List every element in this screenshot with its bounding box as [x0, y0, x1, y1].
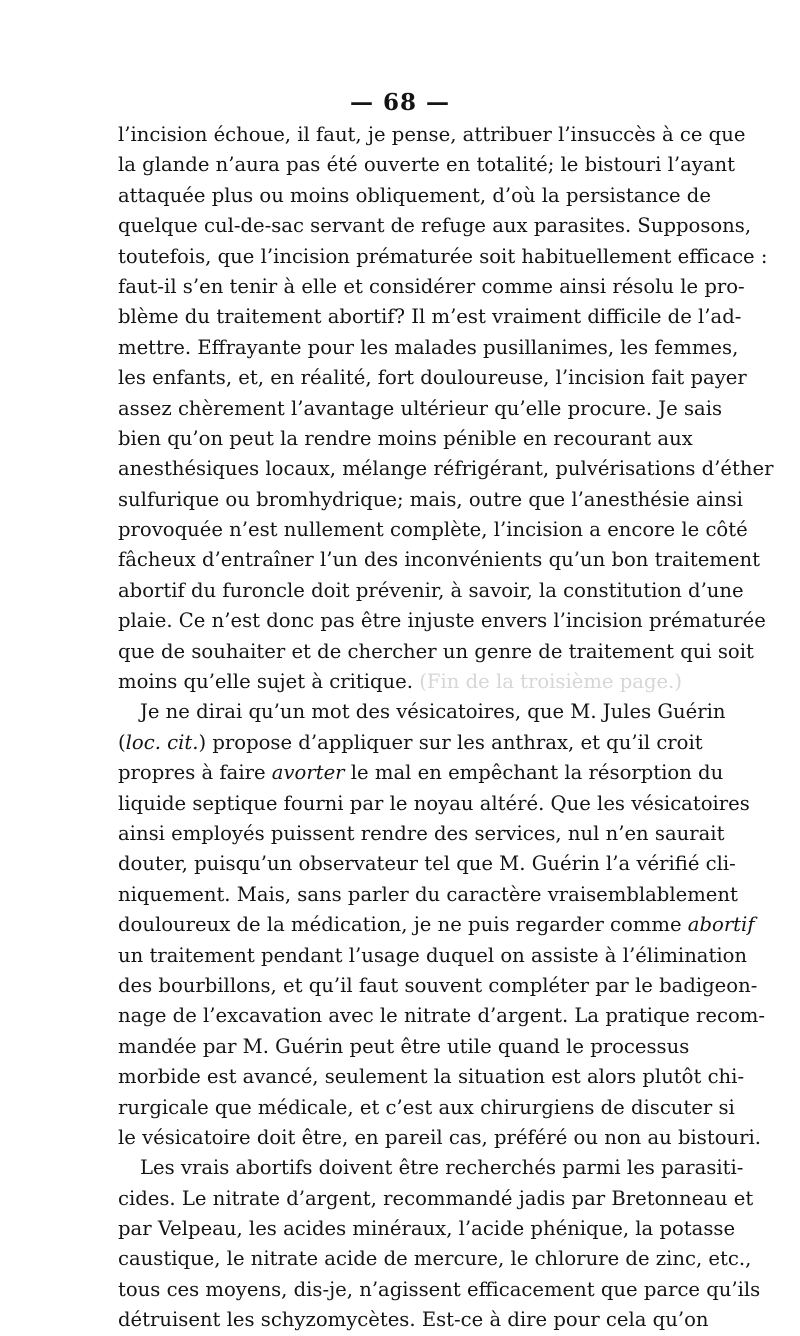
line-text: ) propose d’appliquer sur les anthrax, et qu’il croit: [198, 730, 703, 754]
text-line: [118, 758, 724, 788]
line-text: provoquée n’est nullement complète, l’incision a encore le côté: [118, 518, 748, 542]
text-line: [118, 880, 738, 910]
line-text: la glande n’aura pas été ouverte en totalité; le bistouri l’ayant: [118, 153, 736, 177]
line-text: un traitement pendant l’usage duquel on assiste à l’élimination: [118, 943, 748, 967]
line-text: cides. Le nitrate d’argent, recommandé jadis par Bretonneau et: [118, 1186, 754, 1210]
text-line: [118, 211, 752, 241]
text-line: [118, 1305, 709, 1335]
italic-text: avorter: [271, 761, 345, 785]
line-text: le mal en empêchant la résorption du: [344, 761, 724, 785]
line-text: liquide septique fourni par le noyau altéré. Que les vésicatoires: [118, 791, 750, 815]
text-line: [118, 181, 711, 211]
line-text: attaquée plus ou moins obliquement, d’où la persistance de: [118, 183, 711, 207]
line-text: bien qu’on peut la rendre moins pénible en recourant aux: [118, 426, 693, 450]
line-text: plaie. Ce n’est donc pas être injuste envers l’incision prématurée: [118, 609, 766, 633]
line-text: tous ces moyens, dis-je, n’agissent efficacement que parce qu’ils: [118, 1277, 761, 1301]
text-line: [118, 394, 723, 424]
text-line: [118, 849, 736, 879]
text-line: [118, 1214, 736, 1244]
italic-text: loc. cit.: [125, 730, 199, 754]
line-text: (: [118, 730, 126, 754]
text-line: [118, 150, 736, 180]
line-text: niquement. Mais, sans parler du caractère vraisemblablement: [118, 882, 738, 906]
text-line: [118, 819, 725, 849]
line-text: les enfants, et, en réalité, fort douloureuse, l’incision fait payer: [118, 366, 747, 390]
text-line: [118, 485, 743, 515]
text-line: [118, 1001, 765, 1031]
text-line: [118, 971, 758, 1001]
text-line: [118, 272, 745, 302]
text-line: [118, 1153, 744, 1183]
line-text: nage de l’excavation avec le nitrate d’argent. La pratique recom-: [118, 1004, 765, 1028]
text-line: [118, 697, 726, 727]
text-line: [118, 545, 760, 575]
line-text: moins qu’elle sujet à critique.: [118, 670, 413, 694]
page-number: — 68 —: [349, 89, 451, 116]
line-text: caustique, le nitrate acide de mercure, le chlorure de zinc, etc.,: [118, 1247, 752, 1271]
text-line: [118, 1062, 745, 1092]
text-line: [118, 333, 739, 363]
line-text: fâcheux d’entraîner l’un des inconvénients qu’un bon traitement: [118, 548, 760, 572]
text-line: [118, 302, 742, 332]
line-text: Les vrais abortifs doivent être recherchés parmi les parasiti-: [140, 1156, 744, 1180]
text-line: [118, 606, 766, 636]
line-text: mandée par M. Guérin peut être utile quand le processus: [118, 1034, 690, 1058]
line-text: douter, puisqu’un observateur tel que M. Guérin l’a vérifié cli-: [118, 852, 736, 876]
text-line: [118, 1184, 754, 1214]
line-text: blème du traitement abortif? Il m’est vraiment difficile de l’ad-: [118, 305, 742, 329]
text-line: [118, 1032, 690, 1062]
line-text: le vésicatoire doit être, en pareil cas, préféré ou non au bistouri.: [118, 1125, 762, 1149]
italic-text: abortif: [687, 913, 755, 937]
line-text: douloureux de la médication, je ne puis regarder comme: [118, 913, 688, 937]
text-line: [118, 515, 748, 545]
line-text: détruisent les schyzomycètes. Est-ce à dire pour cela qu’on: [118, 1308, 709, 1332]
line-text: rurgicale que médicale, et c’est aux chirurgiens de discuter si: [118, 1095, 735, 1119]
text-line: [118, 454, 774, 484]
line-text: anesthésiques locaux, mélange réfrigérant, pulvérisations d’éther: [118, 457, 774, 481]
text-line: [118, 910, 755, 940]
text-line: [118, 120, 746, 150]
line-text: toutefois, que l’incision prématurée soit habituellement efficace :: [118, 244, 768, 268]
text-line: [118, 1244, 752, 1274]
line-text: mettre. Effrayante pour les malades pusillanimes, les femmes,: [118, 335, 739, 359]
line-text: assez chèrement l’avantage ultérieur qu’elle procure. Je sais: [118, 396, 723, 420]
line-text: Je ne dirai qu’un mot des vésicatoires, que M. Jules Guérin: [140, 700, 726, 724]
line-text: abortif du furoncle doit prévenir, à savoir, la constitution d’une: [118, 578, 744, 602]
line-text: propres à faire: [118, 761, 272, 785]
line-text: morbide est avancé, seulement la situation est alors plutôt chi-: [118, 1065, 745, 1089]
line-text: des bourbillons, et qu’il faut souvent compléter par le badigeon-: [118, 973, 758, 997]
line-text: quelque cul-de-sac servant de refuge aux parasites. Supposons,: [118, 214, 752, 238]
line-text: l’incision échoue, il faut, je pense, attribuer l’insuccès à ce que: [118, 123, 746, 146]
text-line: [118, 363, 747, 393]
line-text: faut-il s’en tenir à elle et considérer comme ainsi résolu le pro-: [118, 274, 745, 298]
text-line: [118, 1093, 735, 1123]
text-line: [118, 728, 703, 758]
text-line: [118, 667, 682, 697]
text-line: [118, 941, 748, 971]
text-line: [118, 1123, 762, 1153]
text-line: [118, 789, 750, 819]
text-line: [118, 637, 754, 667]
text-line: [118, 1275, 761, 1305]
text-line: [118, 424, 693, 454]
line-text: ainsi employés puissent rendre des services, nul n’en saurait: [118, 821, 725, 845]
book-page: [118, 88, 774, 1336]
body-text: [118, 120, 774, 1336]
faded-show-through-text: (Fin de la troisième page.): [419, 670, 682, 694]
text-line: [118, 242, 768, 272]
text-line: [118, 576, 744, 606]
line-text: par Velpeau, les acides minéraux, l’acide phénique, la potasse: [118, 1217, 736, 1241]
line-text: que de souhaiter et de chercher un genre de traitement qui soit: [118, 639, 754, 663]
line-text: sulfurique ou bromhydrique; mais, outre que l’anesthésie ainsi: [118, 487, 743, 511]
